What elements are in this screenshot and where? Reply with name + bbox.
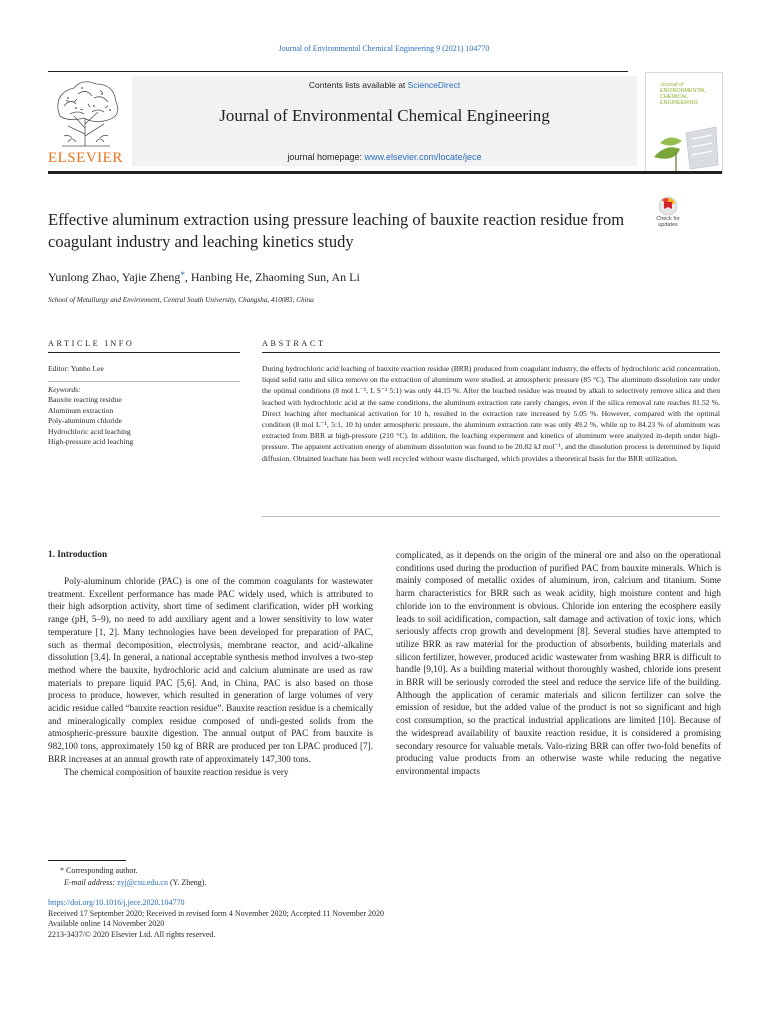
author-email-link[interactable]: zyj@csu.edu.cn <box>117 878 168 887</box>
article-metadata <box>48 898 384 940</box>
section-heading-introduction: 1. Introduction <box>48 549 108 559</box>
abstract-heading: ABSTRACT <box>262 339 326 348</box>
badge-line: updates <box>658 222 678 228</box>
homepage-line <box>132 152 637 162</box>
cover-plant-illustration <box>646 113 722 173</box>
author-separator: , <box>326 270 332 284</box>
journal-cover-thumbnail[interactable] <box>645 72 723 174</box>
homepage-prefix: journal homepage: <box>287 152 365 162</box>
email-label: E-mail address: <box>64 878 118 887</box>
author-name[interactable]: Zhaoming Sun <box>255 270 327 284</box>
author-name[interactable]: Yunlong Zhao <box>48 270 117 284</box>
badge-caption <box>648 216 688 228</box>
email-suffix: (Y. Zheng). <box>167 878 207 887</box>
online-date: Available online 14 November 2020 <box>48 919 165 928</box>
abstract-bottom-rule <box>262 516 720 517</box>
email-footnote <box>48 877 206 889</box>
copyright-line: 2213-3437/© 2020 Elsevier Ltd. All rights reserved. <box>48 929 216 939</box>
footnotes <box>48 865 206 889</box>
author-separator: , <box>184 270 191 284</box>
abstract-rule <box>262 352 720 353</box>
abstract-text: During hydrochloric acid leaching of bauxite reaction residue (BRR) produced from coagulant industry, the effects of hydrochloric acid concentration, liquid solid ratio and silica remove on the extraction of aluminum were studied, at atmospheric pressure (85 °C). The aluminum dissolution rate under the optimal conditions (8 mol L⁻¹, L S⁻¹ 5:1) was only 44.15 %. After the leached residue was treated by alkali to selectively remove silica and then leached with hydrochloric acid at the same conditions, the aluminum extraction rate rarely changes, even if the silica removal rate reaches 81.52 %. Direct leaching after mechanical activation for 10 h, resulted in the extraction rate increased by 5.05 %. However, compared with the optimal condition (8 mol L⁻¹, 5:1, 10 h) under atmospheric pressure, the aluminum extraction rate was only 49.2 %, while up to 84.23 % of aluminum was extracted from BRR at high-pressure (210 °C). In addition, the leaching experiment and kinetics of aluminum were analyzed in-depth under high-pressure. The apparent activation energy of aluminum dissolution was found to be 20.82 kJ mol⁻¹, and the dissolution process is determined by liquid diffusion. Obtained leachate has been well recycled without waste discharged, which provides a theoretical basis for the BRR utilization. <box>262 364 720 463</box>
cover-line: Journal of <box>660 82 684 88</box>
corresponding-footnote <box>48 865 206 877</box>
corresponding-author-mark[interactable]: * <box>180 270 185 280</box>
header-top-rule <box>48 71 628 72</box>
keyword: High-pressure acid leaching <box>48 437 134 447</box>
journal-reference-link[interactable]: Journal of Environmental Chemical Engineering 9 (2021) 104770 <box>278 44 490 53</box>
body-paragraph: Poly-aluminum chloride (PAC) is one of the common coagulants for wastewater treatment. Excellent performance has made PAC widely used, which is attributed to their high adsorption activity, short time of sediment clarification, wider pH working range (pH, 5–9), no need to add auxiliary agent and a lower sensitivity to low water temperature [1, 2]. Many technologies have been developed for preparation of PAC, such as thermal decomposition, electrolysis, membrane reactor, and acid/-alkaline dissolution [3,4]. In general, a national acceptable synthesis method involves a two-step method where the bauxite, hydrochloric acid and calcium aluminate are used as raw materials to prepare liquid PAC [5,6]. And, in China, PAC is also based on those process to produce, however, which resulted in generation of large volumes of very acidic residue called “bauxite reaction residue”. Bauxite reaction residue is a chemically and mineralogically complex residue composed of undi-gested solids from the atmospheric-pressure bauxite digestion. The annual output of PAC from bauxite is 982,100 tons, approximately 150 kg of BRR are produced per ton LPAC produced [7]. BRR increases at an annual growth rate of approximately 147,300 tons. <box>48 576 373 764</box>
article-editor: Editor: Yunho Lee <box>48 364 104 373</box>
keyword: Hydrochloric acid leaching <box>48 426 131 436</box>
article-info-heading: ARTICLE INFO <box>48 339 135 348</box>
doi-link[interactable]: https://doi.org/10.1016/j.jece.2020.104770 <box>48 898 185 907</box>
article-title: Effective aluminum extraction using pressure leaching of bauxite reaction residue from coagulant industry and leaching kinetics study <box>48 210 625 251</box>
cover-line: CHEMICAL <box>660 94 688 100</box>
author-name[interactable]: Hanbing He <box>190 270 250 284</box>
keywords-rule <box>48 381 240 382</box>
author-list <box>48 270 360 285</box>
article-info-rule <box>48 352 240 353</box>
body-paragraph: complicated, as it depends on the origin of the mineral ore and also on the operational conditions used during the production of purified PAC from bauxite minerals. Which is mainly composed of metallic oxides of aluminum, iron, calcium and titanium. Some harm characteristics for BRR such as weak acidity, high moisture content and high chloride ion to the environment is obvious. Chloride ion entering the ecosphere easily leads to soil acidification, compaction, salt damage and activation of toxic ions, which seriously affects crop growth and development [8]. Several studies have attempted to utilize BRR as raw material for the production of absorbents, building materials and silicon fertilizer, however, produced acidic wastewater from washing BRR is difficult to handle [9,10]. As a building material without thoroughly washed, chloride ions present in BRR will be seriously corroded the steel and reduce the service life of the building. Although the application of ceramic materials and silicon fertilizer can solve the emission of residue, but the added value of the product is not so significant and high cost consumption, so the practical industrial applications are limited [10]. Because of the widespread availability of bauxite reaction residue, it is considered a promising secondary resource for valuable metals. Valo-rizing BRR can offer two-fold benefits of producing value products from an otherwise waste while reducing the negative environmental impacts <box>396 550 721 776</box>
body-column-right <box>396 549 721 778</box>
keyword: Poly-aluminum chloride <box>48 416 123 426</box>
header-bottom-rule <box>48 171 722 174</box>
author-name[interactable]: Yajie Zheng <box>121 270 181 284</box>
badge-line: Check for <box>656 216 680 222</box>
journal-homepage-link[interactable]: www.elsevier.com/locate/jece <box>364 152 482 162</box>
footnote-text: Corresponding author. <box>66 866 138 875</box>
author-name[interactable]: An Li <box>331 270 360 284</box>
keywords-block <box>48 385 133 447</box>
elsevier-wordmark: ELSEVIER <box>48 150 123 166</box>
footnote-rule <box>48 860 126 861</box>
keyword: Bauxite reacting residue <box>48 395 122 405</box>
elsevier-tree-logo <box>48 76 126 160</box>
keyword: Aluminum extraction <box>48 405 114 415</box>
history-dates: Received 17 September 2020; Received in revised form 4 November 2020; Accepted 11 November 2020 <box>48 908 385 918</box>
journal-title: Journal of Environmental Chemical Engineering <box>219 106 550 125</box>
keywords-label: Keywords: <box>48 385 81 394</box>
contents-prefix: Contents lists available at <box>308 80 408 90</box>
author-separator: , <box>249 270 256 284</box>
cover-line: ENVIRONMENTAL <box>660 88 707 94</box>
footnote-mark: * <box>60 866 64 875</box>
author-separator: , <box>116 270 122 284</box>
cover-title <box>660 82 706 106</box>
check-for-updates-badge[interactable] <box>648 196 688 232</box>
body-paragraph: The chemical composition of bauxite reaction residue is very <box>64 766 289 777</box>
cover-line: ENGINEERING <box>660 100 698 106</box>
author-affiliation: School of Metallurgy and Environment, Central South University, Changsha, 410083, China <box>48 296 314 304</box>
sciencedirect-link[interactable]: ScienceDirect <box>407 80 461 90</box>
contents-line <box>132 80 637 90</box>
check-for-updates-icon <box>648 196 688 216</box>
body-column-left <box>48 575 373 778</box>
